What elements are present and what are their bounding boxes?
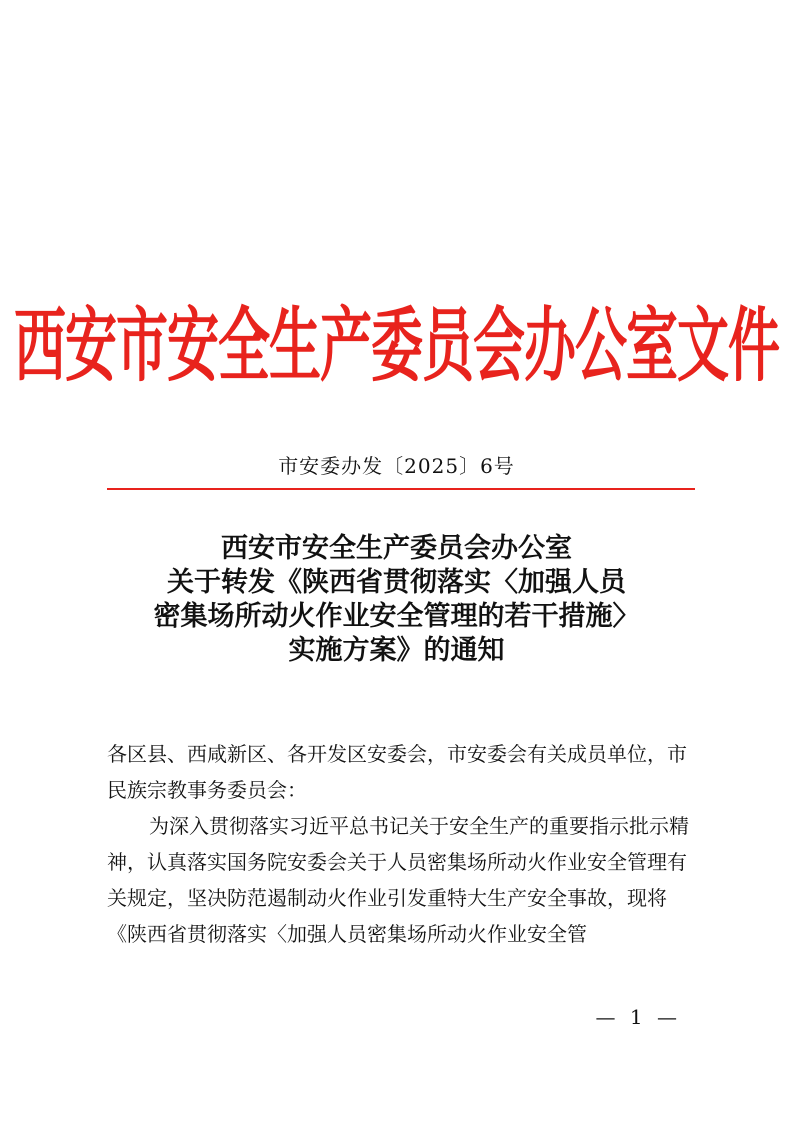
body-text — [107, 736, 695, 952]
title-line-2: 关于转发《陕西省贯彻落实〈加强人员 — [167, 567, 626, 598]
paragraph-1: 为深入贯彻落实习近平总书记关于安全生产的重要指示批示精神，认真落实国务院安委会关于人员密集场所动火作业安全管理有关规定，坚决防范遏制动火作业引发重特大生产安全事故，现将《陕西省贯彻落实〈加强人员密集场所动火作业安全管 — [107, 814, 689, 946]
title-line-1: 西安市安全生产委员会办公室 — [221, 533, 572, 564]
salutation: 各区县、西咸新区、各开发区安委会，市安委会有关成员单位，市民族宗教事务委员会： — [107, 742, 687, 802]
page-number: — 1 — — [595, 1005, 681, 1029]
title-line-4: 实施方案》的通知 — [288, 635, 505, 666]
document-number: 市安委办发〔2025〕6号 — [278, 454, 515, 478]
title-line-3: 密集场所动火作业安全管理的若干措施〉 — [153, 601, 640, 632]
notice-title — [0, 532, 793, 668]
issuer-heading: 西安市安全生产委员会办公室文件 — [13, 300, 779, 394]
red-divider-rule — [107, 488, 695, 490]
